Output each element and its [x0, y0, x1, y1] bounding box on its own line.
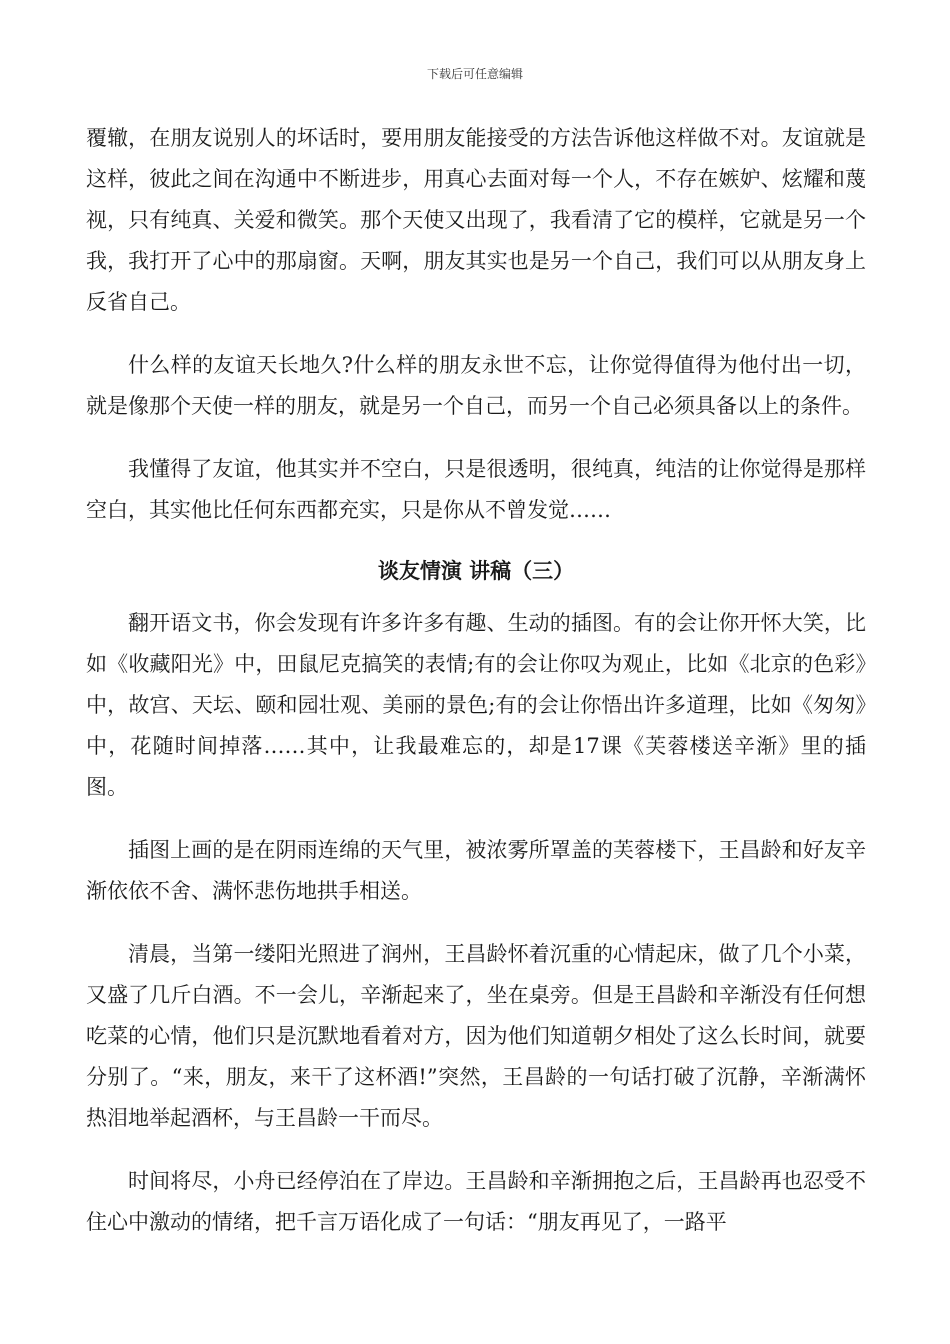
paragraph: 什么样的友谊天长地久?什么样的朋友永世不忘，让你觉得值得为他付出一切，就是像那个天使一样的朋友，就是另一个自己，而另一个自己必须具备以上的条件。: [86, 353, 866, 418]
page-header-note: 下载后可任意编辑: [426, 67, 523, 81]
section-title: 谈友情演 讲稿（三）: [377, 559, 575, 583]
paragraph: 清晨，当第一缕阳光照进了润州，王昌龄怀着沉重的心情起床，做了几个小菜，又盛了几斤白酒。不一会儿，辛渐起来了，坐在桌旁。但是王昌龄和辛渐没有任何想吃菜的心情，他们只是沉默地看着对方，因为他们知道朝夕相处了这么长时间，就要分别了。“来，朋友，来干了这杯酒!”突然，王昌龄的一句话打破了沉静，辛渐满怀热泪地举起酒杯，与王昌龄一干而尽。: [86, 942, 866, 1130]
document-body: [86, 118, 866, 1265]
paragraph: 时间将尽，小舟已经停泊在了岸边。王昌龄和辛渐拥抱之后，王昌龄再也忍受不住心中激动的情绪，把千言万语化成了一句话：“朋友再见了，一路平: [86, 1169, 866, 1234]
paragraph: 插图上画的是在阴雨连绵的天气里，被浓雾所罩盖的芙蓉楼下，王昌龄和好友辛渐依依不舍、满怀悲伤地拱手相送。: [86, 838, 866, 903]
paragraph: 翻开语文书，你会发现有许多许多有趣、生动的插图。有的会让你开怀大笑，比如《收藏阳光》中，田鼠尼克搞笑的表情;有的会让你叹为观止，比如《北京的色彩》中，故宫、天坛、颐和园壮观、美丽的景色;有的会让你悟出许多道理，比如《匆匆》中，花随时间掉落……其中，让我最难忘的，却是17课《芙蓉楼送辛渐》里的插图。: [86, 611, 866, 799]
paragraph: 覆辙，在朋友说别人的坏话时，要用朋友能接受的方法告诉他这样做不对。友谊就是这样，彼此之间在沟通中不断进步，用真心去面对每一个人，不存在嫉妒、炫耀和蔑视，只有纯真、关爱和微笑。那个天使又出现了，我看清了它的模样，它就是另一个我，我打开了心中的那扇窗。天啊，朋友其实也是另一个自己，我们可以从朋友身上反省自己。: [86, 126, 866, 314]
paragraph: 我懂得了友谊，他其实并不空白，只是很透明，很纯真，纯洁的让你觉得是那样空白，其实他比任何东西都充实，只是你从不曾发觉……: [86, 457, 866, 522]
